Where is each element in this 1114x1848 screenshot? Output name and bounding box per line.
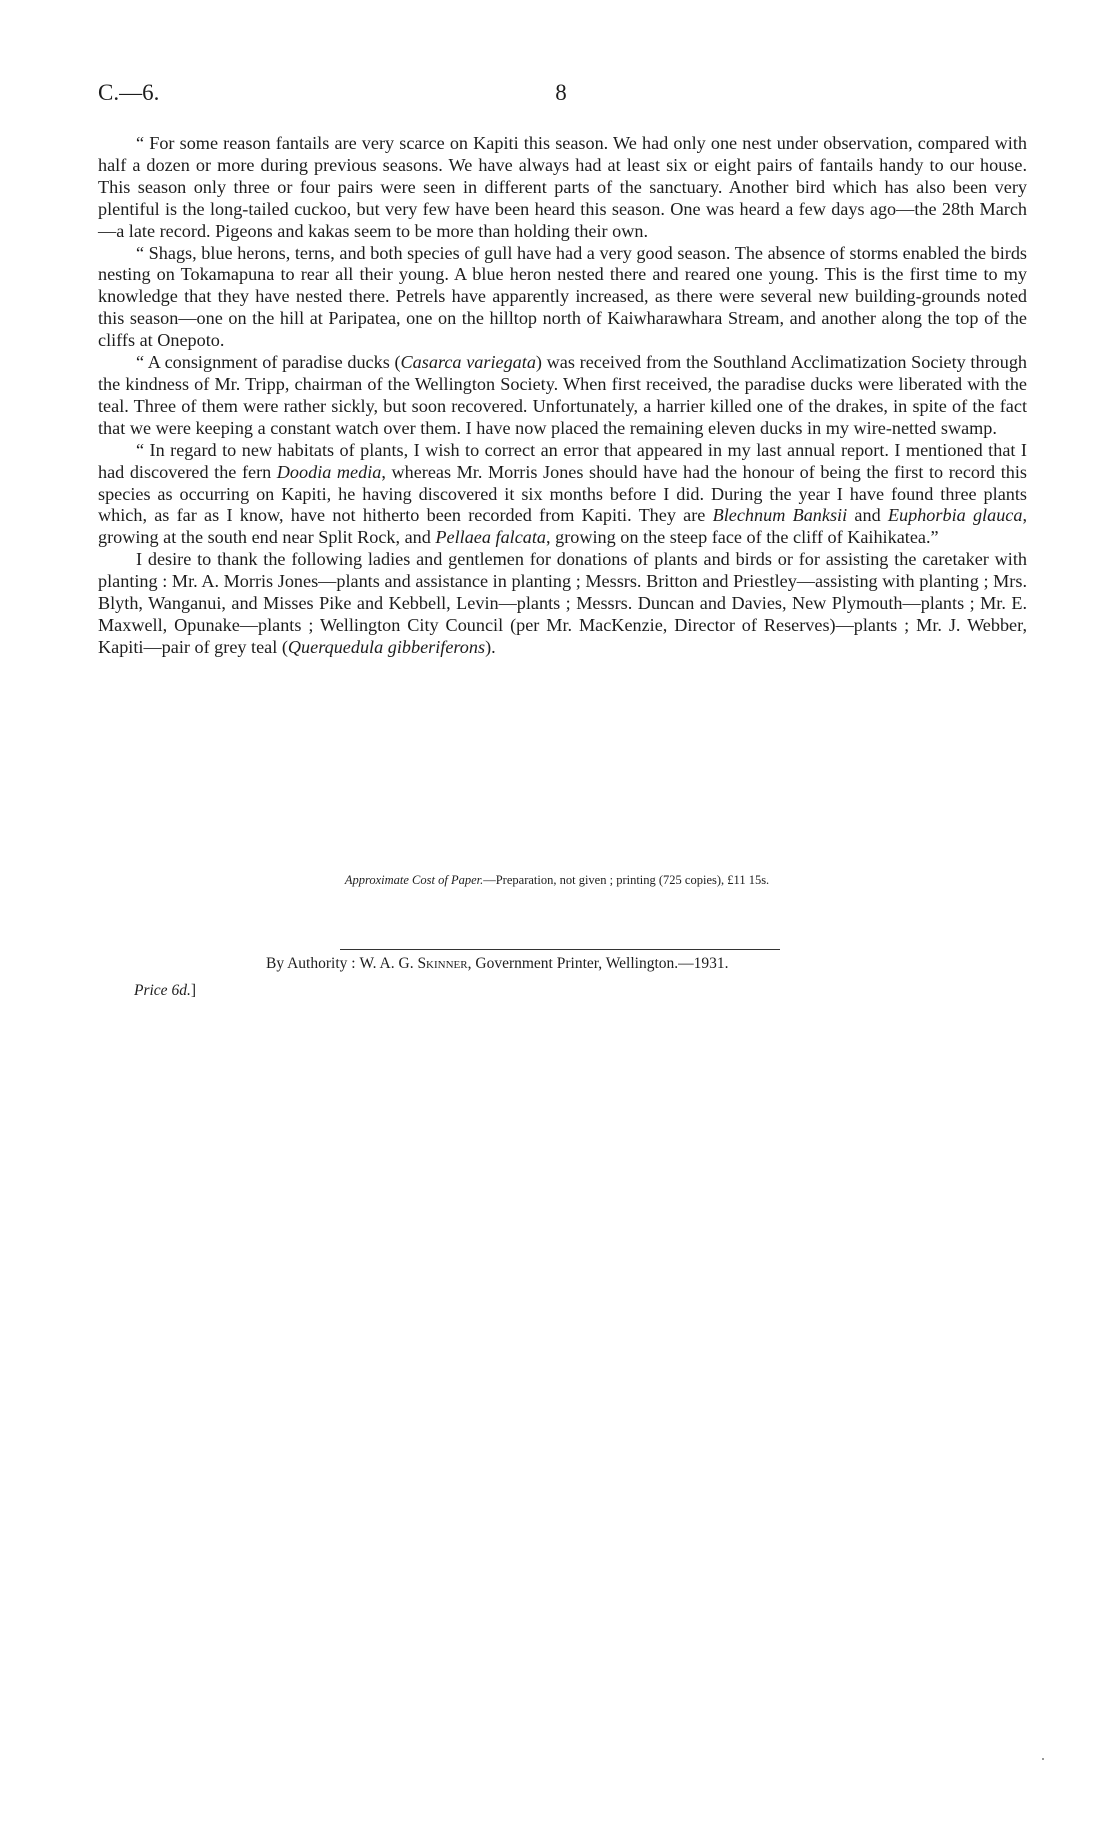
paragraph <box>98 243 1027 353</box>
italic-text: Pellaea falcata <box>435 527 547 548</box>
page-header <box>98 80 1024 112</box>
document-reference: C.—6. <box>98 80 160 105</box>
italic-text: Doodia media <box>276 461 382 482</box>
paragraph <box>98 352 1027 440</box>
italic-text: Blechnum Banksii <box>712 505 848 526</box>
paragraph-text: , growing on the steep face of the cliff of Kaihikatea.” <box>546 527 939 548</box>
paragraph-text: , growing at the south end near Split Rock, and <box>98 505 1027 548</box>
cost-text: —Preparation, not given ; printing (725 copies), £11 15s. <box>483 873 770 887</box>
paragraph-text: “ Shags, blue herons, terns, and both species of gull have had a very good season. The absence of storms enabled the birds nesting on Tokamapuna to rear all their young. A blue heron nested there and reared one young. This is the first time to my knowledge that they have nested there. Petrels have apparently increased, as there were several new building-grounds noted this season—one on the hill at Paripatea, one on the hilltop north of Kaiwharawhara Stream, and another along the top of the cliffs at Onepoto. <box>98 242 1027 351</box>
paragraph-text: I desire to thank the following ladies and gentlemen for donations of plants and birds or for assisting the caretaker with planting : Mr. A. Morris Jones—plants and assistance in planting ; Messrs. Britton and Priestley—assisting with planting ; Mrs. Blyth, Wanganui, and Misses Pike and Kebbell, Levin—plants ; Messrs. Duncan and Davies, New Plymouth—plants ; Mr. E. Maxwell, Opunake—plants ; Wellington City Council (per Mr. MacKenzie, Director of Reserves)—plants ; Mr. J. Webber, Kapiti—pair of grey teal ( <box>98 549 1027 657</box>
divider-rule <box>340 949 780 950</box>
paragraph <box>98 440 1027 550</box>
printer-authority <box>266 955 729 973</box>
price-label: Price 6d. <box>134 982 191 999</box>
paragraph-text: “ In regard to new habitats of plants, I wish to correct an error that appeared in my last annual report. I mentioned that I had discovered the fern <box>98 439 1027 482</box>
paragraph <box>98 133 1027 243</box>
paper-speck <box>1042 1758 1044 1760</box>
authority-suffix: , Government Printer, Wellington.—1931. <box>467 955 729 972</box>
italic-text: Casarca variegata <box>400 352 536 373</box>
authority-prefix: By Authority : <box>266 955 360 972</box>
cost-of-paper <box>0 873 1114 888</box>
paragraph-text: , whereas Mr. Morris Jones should have had the honour of being the first to record this species as occurring on Kapiti, he having discovered it six months before I did. During the year I have found three plants which, as far as I know, have not hitherto been recorded from Kapiti. They are <box>98 461 1027 526</box>
page-number: 8 <box>555 80 567 105</box>
price-bracket: ] <box>190 982 196 999</box>
italic-text: Euphorbia glauca <box>887 505 1023 526</box>
body-text <box>98 133 1027 659</box>
paragraph-text: “ A consignment of paradise ducks ( <box>136 352 401 373</box>
paragraph-text: ). <box>485 636 496 657</box>
printer-name: W. A. G. Skinner <box>359 955 468 972</box>
price-note <box>134 982 196 1000</box>
paragraph <box>98 549 1027 659</box>
paragraph-text: ) was received from the Southland Acclimatization Society through the kindness of Mr. Tripp, chairman of the Wellington Society. When first received, the paradise ducks were liberated with the teal. Three of them were rather sickly, but soon recovered. Unfortunately, a harrier killed one of the drakes, in spite of the fact that we were keeping a constant watch over them. I have now placed the remaining eleven ducks in my wire-netted swamp. <box>98 352 1028 438</box>
cost-label: Approximate Cost of Paper. <box>344 873 484 887</box>
paragraph-text: and <box>847 505 888 526</box>
paragraph-text: “ For some reason fantails are very scarce on Kapiti this season. We had only one nest under observation, compared with half a dozen or more during previous seasons. We have always had at least six or eight pairs of fantails handy to our house. This season only three or four pairs were seen in different parts of the sanctuary. Another bird which has also been very plentiful is the long-tailed cuckoo, but very few have been heard this season. One was heard a few days ago—the 28th March—a late record. Pigeons and kakas seem to be more than holding their own. <box>98 133 1027 241</box>
italic-text: Querquedula gibberiferons <box>287 636 486 657</box>
